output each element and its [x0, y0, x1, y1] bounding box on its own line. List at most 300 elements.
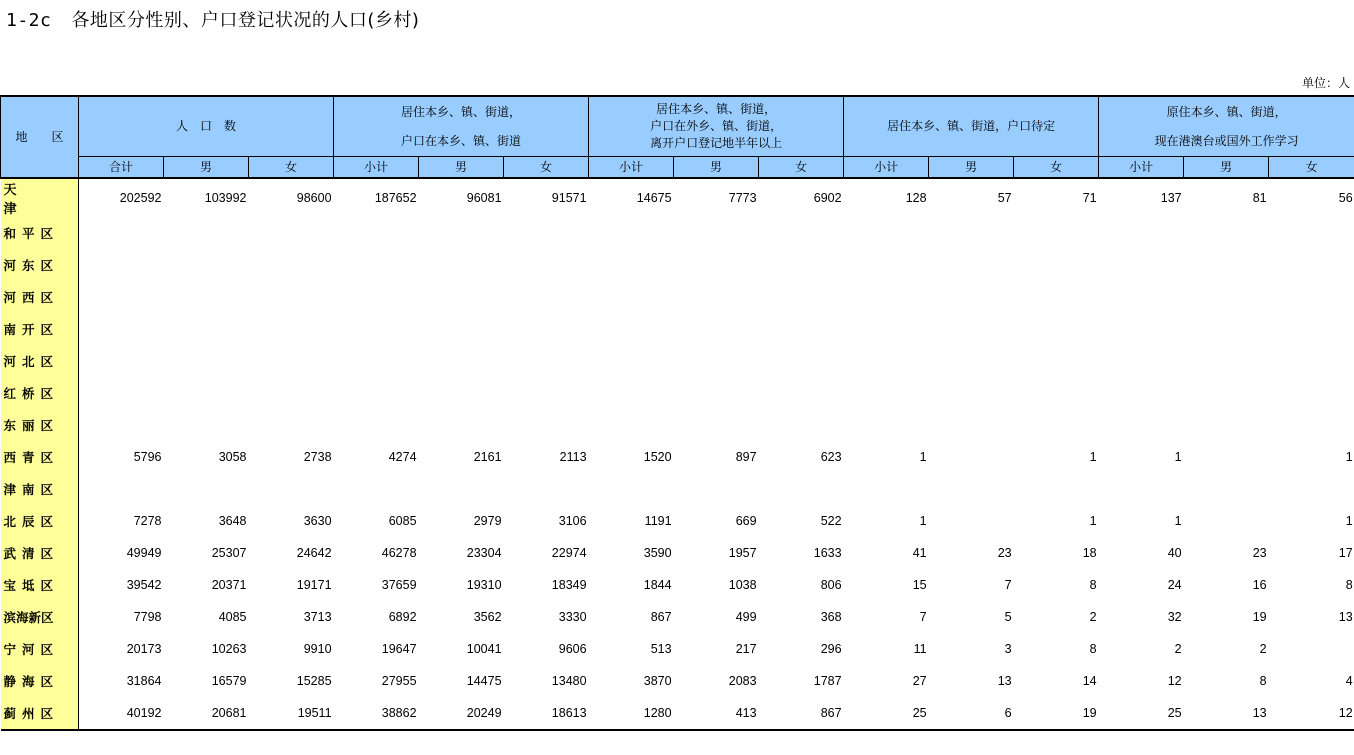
table-cell: 3330: [558, 610, 587, 624]
population-table: [0, 95, 1354, 731]
region-name: 滨海新区: [1, 601, 79, 633]
table-cell: [589, 473, 674, 505]
table-cell: 41: [912, 546, 927, 560]
table-cell: 38862: [334, 697, 419, 730]
table-cell: [504, 249, 589, 281]
table-cell: 6892: [388, 610, 417, 624]
table-cell: 3870: [643, 674, 672, 688]
table-cell: [589, 345, 674, 377]
table-cell: [929, 473, 1014, 505]
region-name: 宝坻区: [1, 569, 79, 601]
group-header-line: 户口在本乡、镇、街道: [401, 133, 522, 148]
table-cell: [1184, 473, 1269, 505]
table-cell: [674, 281, 759, 313]
table-cell: 137: [1099, 178, 1184, 217]
table-cell: 27955: [381, 674, 417, 688]
table-row: [1, 601, 1354, 633]
table-cell: 4274: [388, 450, 417, 464]
table-cell: 6902: [759, 178, 844, 217]
table-row: [1, 409, 1354, 441]
table-cell: 57: [929, 178, 1014, 217]
table-cell: [504, 409, 589, 441]
table-cell: 867: [759, 697, 844, 730]
table-cell: 5796: [133, 450, 162, 464]
table-cell: [79, 377, 164, 409]
table-cell: [249, 409, 334, 441]
group-header: [589, 96, 844, 157]
group-header-line: 人 口 数: [176, 119, 237, 133]
table-row: [1, 569, 1354, 601]
table-cell: 20173: [126, 642, 162, 656]
region-name: 河北区: [1, 345, 79, 377]
table-cell: [164, 313, 249, 345]
table-cell: 14675: [589, 178, 674, 217]
group-header-line: 离开户口登记地半年以上: [650, 136, 783, 150]
table-cell: [1099, 473, 1184, 505]
table-cell: [79, 313, 164, 345]
table-cell: 669: [735, 514, 757, 528]
table-cell: 3562: [473, 610, 502, 624]
table-row: [1, 697, 1354, 730]
table-cell: 19: [1252, 610, 1267, 624]
table-cell: 98600: [249, 178, 334, 217]
table-cell: [1184, 249, 1269, 281]
table-cell: 368: [820, 610, 842, 624]
sub-header: 男: [164, 157, 249, 179]
table-cell: [589, 249, 674, 281]
table-cell: [164, 473, 249, 505]
table-cell: 1280: [589, 697, 674, 730]
table-row: [1, 313, 1354, 345]
table-cell: 4: [1345, 674, 1353, 688]
table-cell: [1014, 473, 1099, 505]
table-cell: 16: [1252, 578, 1267, 592]
table-cell: 56: [1269, 178, 1354, 217]
table-cell: 17: [1338, 546, 1353, 560]
table-cell: 4085: [218, 610, 247, 624]
table-cell: 1: [1174, 450, 1182, 464]
sub-header: 女: [504, 157, 589, 179]
table-cell: 2: [1089, 610, 1097, 624]
table-cell: 27: [912, 674, 927, 688]
table-cell: [419, 345, 504, 377]
table-cell: [844, 217, 929, 249]
unit-label: 单位：人: [1301, 76, 1350, 90]
group-header-line: 原住本乡、镇、街道，: [1166, 104, 1287, 119]
table-cell: 1633: [813, 546, 842, 560]
table-cell: [334, 409, 419, 441]
table-cell: 202592: [79, 178, 164, 217]
table-row: [1, 633, 1354, 665]
table-cell: 3106: [558, 514, 587, 528]
table-row: [1, 178, 1354, 217]
table-cell: [674, 217, 759, 249]
table-cell: 23: [1252, 546, 1267, 560]
table-cell: 32: [1167, 610, 1182, 624]
table-cell: [674, 313, 759, 345]
table-cell: 20249: [419, 697, 504, 730]
table-cell: [334, 217, 419, 249]
table-cell: 103992: [164, 178, 249, 217]
table-cell: [674, 345, 759, 377]
table-cell: [249, 217, 334, 249]
table-cell: 14: [1082, 674, 1097, 688]
sub-header: 小计: [1099, 157, 1184, 179]
table-cell: [334, 313, 419, 345]
table-cell: [419, 377, 504, 409]
region-name: 东丽区: [1, 409, 79, 441]
table-cell: [504, 377, 589, 409]
table-cell: 1957: [728, 546, 757, 560]
sub-header: 小计: [589, 157, 674, 179]
table-number: 1-2c: [6, 10, 52, 31]
table-cell: 10041: [466, 642, 502, 656]
table-cell: [929, 345, 1014, 377]
table-cell: [1099, 345, 1184, 377]
table-row: [1, 665, 1354, 697]
table-cell: 1: [1345, 514, 1353, 528]
table-cell: [504, 473, 589, 505]
page-title: [6, 6, 419, 32]
table-row: [1, 441, 1354, 473]
table-cell: 187652: [334, 178, 419, 217]
table-cell: [164, 409, 249, 441]
table-cell: [1014, 249, 1099, 281]
table-cell: [79, 281, 164, 313]
table-cell: [1014, 345, 1099, 377]
table-cell: 7: [919, 610, 927, 624]
table-cell: 19647: [381, 642, 417, 656]
table-cell: 3648: [218, 514, 247, 528]
table-cell: 7278: [133, 514, 162, 528]
table-cell: [929, 377, 1014, 409]
table-cell: [759, 377, 844, 409]
table-cell: [759, 409, 844, 441]
table-cell: 1191: [644, 514, 672, 528]
table-cell: 10263: [211, 642, 247, 656]
table-cell: [79, 473, 164, 505]
table-cell: [419, 473, 504, 505]
table-cell: [164, 217, 249, 249]
table-cell: [1184, 377, 1269, 409]
table-cell: 49949: [126, 546, 162, 560]
table-cell: 2: [1174, 642, 1182, 656]
table-cell: 413: [674, 697, 759, 730]
table-cell: [334, 249, 419, 281]
table-cell: [1099, 249, 1184, 281]
table-cell: 2083: [728, 674, 757, 688]
table-cell: 128: [844, 178, 929, 217]
table-cell: [164, 345, 249, 377]
table-cell: 3713: [303, 610, 332, 624]
table-cell: [1014, 217, 1099, 249]
table-cell: 25: [1099, 697, 1184, 730]
table-cell: 522: [820, 514, 842, 528]
table-cell: [759, 281, 844, 313]
table-cell: 18613: [504, 697, 589, 730]
sub-header: 小计: [334, 157, 419, 179]
table-cell: 1844: [643, 578, 672, 592]
group-header-line: 居住本乡、镇、街道，户口待定: [887, 119, 1056, 133]
table-cell: [334, 345, 419, 377]
table-cell: 12: [1269, 697, 1354, 730]
table-cell: 25: [844, 697, 929, 730]
table-cell: 8: [1259, 674, 1267, 688]
table-cell: [929, 441, 1014, 473]
table-cell: [929, 281, 1014, 313]
table-cell: [1014, 281, 1099, 313]
table-cell: 1: [1174, 514, 1182, 528]
table-cell: [674, 377, 759, 409]
region-name: 红桥区: [1, 377, 79, 409]
table-cell: [589, 217, 674, 249]
table-cell: [164, 249, 249, 281]
table-cell: 39542: [126, 578, 162, 592]
sub-header: 小计: [844, 157, 929, 179]
table-cell: 897: [735, 450, 757, 464]
table-cell: 8: [1089, 642, 1097, 656]
table-cell: [759, 313, 844, 345]
table-cell: 499: [735, 610, 757, 624]
table-cell: [1099, 377, 1184, 409]
region-name: 天津: [1, 178, 79, 217]
region-name: 河东区: [1, 249, 79, 281]
region-name: 西青区: [1, 441, 79, 473]
table-cell: 2113: [559, 450, 587, 464]
table-cell: [844, 377, 929, 409]
table-cell: 13: [997, 674, 1012, 688]
table-row: [1, 345, 1354, 377]
table-cell: 6085: [388, 514, 417, 528]
table-cell: 2: [1259, 642, 1267, 656]
table-cell: [249, 345, 334, 377]
table-cell: 40: [1167, 546, 1182, 560]
table-cell: 37659: [381, 578, 417, 592]
table-cell: 1520: [643, 450, 672, 464]
table-cell: [844, 473, 929, 505]
sub-header: 男: [419, 157, 504, 179]
group-header: [334, 96, 589, 157]
table-cell: [1184, 281, 1269, 313]
table-cell: 19171: [296, 578, 332, 592]
table-cell: 2161: [473, 450, 502, 464]
table-cell: 2738: [303, 450, 332, 464]
group-header: [79, 96, 334, 157]
table-cell: 3: [1004, 642, 1012, 656]
sub-header: 女: [1269, 157, 1354, 179]
table-cell: [844, 409, 929, 441]
table-cell: [1184, 217, 1269, 249]
table-cell: 19511: [249, 697, 334, 730]
table-cell: 18349: [551, 578, 587, 592]
table-cell: 3630: [303, 514, 332, 528]
table-cell: 31864: [126, 674, 162, 688]
table-cell: [1269, 633, 1354, 665]
table-cell: 19310: [466, 578, 502, 592]
table-cell: [1269, 313, 1354, 345]
region-name: 河西区: [1, 281, 79, 313]
table-cell: [1269, 473, 1354, 505]
table-cell: 19: [1014, 697, 1099, 730]
table-cell: [1099, 217, 1184, 249]
table-cell: 9910: [303, 642, 332, 656]
table-cell: [1099, 409, 1184, 441]
sub-header: 女: [249, 157, 334, 179]
table-cell: [1269, 345, 1354, 377]
region-name: 南开区: [1, 313, 79, 345]
region-name: 宁河区: [1, 633, 79, 665]
table-cell: [929, 217, 1014, 249]
table-cell: [164, 281, 249, 313]
table-cell: [844, 249, 929, 281]
table-cell: [929, 409, 1014, 441]
table-cell: 6: [929, 697, 1014, 730]
group-header-line: 户口在外乡、镇、街道，: [650, 119, 783, 133]
table-header: [1, 96, 1354, 178]
table-cell: [1269, 409, 1354, 441]
table-cell: [674, 249, 759, 281]
table-cell: 40192: [79, 697, 164, 730]
table-cell: [759, 473, 844, 505]
table-cell: [589, 377, 674, 409]
group-header: [844, 96, 1099, 157]
table-cell: 7798: [133, 610, 162, 624]
table-cell: [249, 281, 334, 313]
table-cell: 23: [997, 546, 1012, 560]
sub-header: 合计: [79, 157, 164, 179]
sub-header: 女: [1014, 157, 1099, 179]
table-cell: [419, 217, 504, 249]
table-cell: [504, 345, 589, 377]
table-cell: [844, 313, 929, 345]
sub-header: 男: [674, 157, 759, 179]
table-cell: 20681: [164, 697, 249, 730]
region-name: 武清区: [1, 537, 79, 569]
table-cell: 1: [1089, 514, 1097, 528]
table-cell: [1184, 441, 1269, 473]
table-cell: 23304: [466, 546, 502, 560]
table-row: [1, 281, 1354, 313]
table-cell: [1184, 505, 1269, 537]
table-cell: [419, 409, 504, 441]
table-cell: 296: [820, 642, 842, 656]
table-cell: 9606: [558, 642, 587, 656]
region-name: 和平区: [1, 217, 79, 249]
table-cell: 24642: [296, 546, 332, 560]
table-cell: [79, 249, 164, 281]
table-cell: [589, 281, 674, 313]
table-cell: 24: [1167, 578, 1182, 592]
table-cell: [249, 473, 334, 505]
table-cell: 8: [1089, 578, 1097, 592]
table-cell: [79, 217, 164, 249]
table-cell: [1014, 313, 1099, 345]
table-cell: 513: [650, 642, 672, 656]
table-cell: [1269, 217, 1354, 249]
table-cell: [759, 217, 844, 249]
table-cell: [759, 345, 844, 377]
region-name: 蓟州区: [1, 697, 79, 730]
table-cell: 1038: [728, 578, 757, 592]
table-cell: [1269, 249, 1354, 281]
table-cell: 8: [1345, 578, 1353, 592]
table-cell: [759, 249, 844, 281]
group-header-line: 现在港澳台或国外工作学习: [1154, 133, 1299, 148]
table-cell: [674, 473, 759, 505]
table-cell: 1787: [813, 674, 842, 688]
table-cell: [1184, 345, 1269, 377]
table-cell: [334, 377, 419, 409]
region-name: 北辰区: [1, 505, 79, 537]
table-cell: [844, 281, 929, 313]
table-cell: 867: [650, 610, 672, 624]
table-row: [1, 377, 1354, 409]
table-cell: 20371: [211, 578, 247, 592]
table-cell: [929, 313, 1014, 345]
table-row: [1, 505, 1354, 537]
table-cell: 18: [1082, 546, 1097, 560]
table-cell: 7: [1004, 578, 1012, 592]
group-header-line: 居住本乡、镇、街道，: [401, 104, 522, 119]
table-cell: [79, 345, 164, 377]
sub-header: 女: [759, 157, 844, 179]
table-body: [1, 178, 1354, 730]
table-cell: 12: [1167, 674, 1182, 688]
table-cell: 96081: [419, 178, 504, 217]
table-cell: [1269, 281, 1354, 313]
table-cell: [929, 505, 1014, 537]
table-cell: 1: [919, 514, 927, 528]
table-cell: 7773: [674, 178, 759, 217]
sub-header: 男: [929, 157, 1014, 179]
table-cell: [1099, 313, 1184, 345]
table-cell: [1014, 409, 1099, 441]
table-cell: 22974: [551, 546, 587, 560]
table-cell: 1: [1345, 450, 1353, 464]
table-cell: [419, 281, 504, 313]
table-row: [1, 249, 1354, 281]
table-cell: 217: [735, 642, 757, 656]
table-row: [1, 473, 1354, 505]
table-cell: [1269, 377, 1354, 409]
table-cell: [674, 409, 759, 441]
region-header: 地 区: [1, 96, 79, 178]
table-cell: 5: [1004, 610, 1012, 624]
table-cell: [334, 281, 419, 313]
table-cell: [504, 217, 589, 249]
table-cell: [1184, 313, 1269, 345]
group-header: [1099, 96, 1354, 157]
table-cell: 1: [1089, 450, 1097, 464]
table-cell: 71: [1014, 178, 1099, 217]
table-cell: [419, 249, 504, 281]
table-cell: 13480: [551, 674, 587, 688]
table-row: [1, 537, 1354, 569]
region-name: 津南区: [1, 473, 79, 505]
table-cell: 16579: [211, 674, 247, 688]
table-cell: [589, 409, 674, 441]
table-cell: [504, 281, 589, 313]
table-cell: [79, 409, 164, 441]
table-cell: [249, 249, 334, 281]
table-cell: 46278: [381, 546, 417, 560]
table-cell: 13: [1338, 610, 1353, 624]
table-cell: [929, 249, 1014, 281]
table-cell: [164, 377, 249, 409]
table-cell: 2979: [473, 514, 502, 528]
table-cell: 3058: [218, 450, 247, 464]
table-cell: 15: [912, 578, 927, 592]
